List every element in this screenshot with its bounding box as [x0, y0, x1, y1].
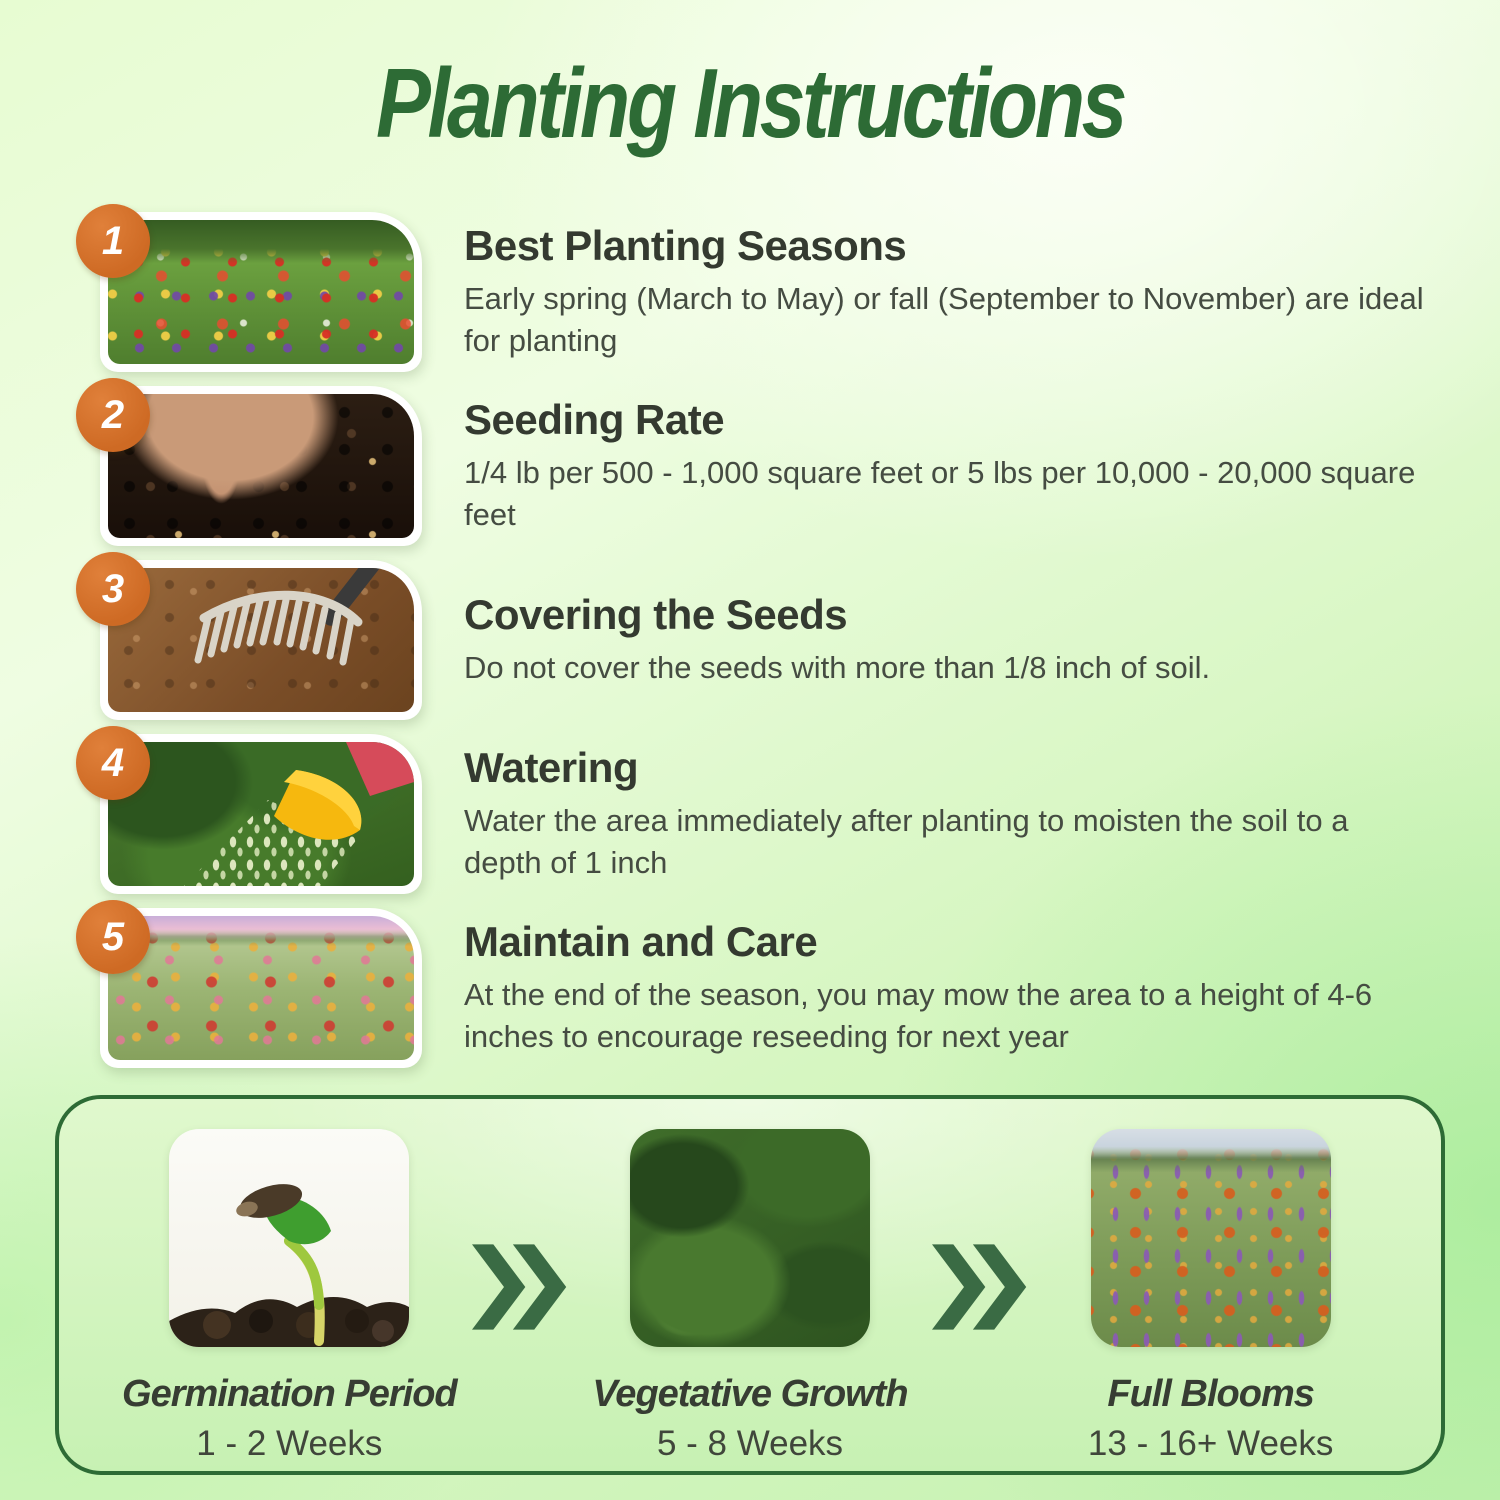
- step-photo-card: [100, 386, 422, 546]
- blooming-meadow-photo: [108, 916, 414, 1060]
- step-number-badge: 1: [76, 204, 150, 278]
- sprout-illustration: [169, 1129, 409, 1347]
- step-text-block: [464, 222, 1430, 362]
- double-chevron-icon: [472, 1243, 568, 1331]
- double-chevron-icon: [472, 1243, 568, 1331]
- step-text-block: [464, 396, 1430, 536]
- step-row-1: [100, 212, 1430, 372]
- step-heading: Best Planting Seasons: [464, 221, 907, 269]
- step-heading: Watering: [464, 743, 639, 791]
- step-row-5: [100, 908, 1430, 1068]
- step-text-block: [464, 918, 1430, 1058]
- steps-section: [100, 212, 1430, 1068]
- step-description: 1/4 lb per 500 - 1,000 square feet or 5 lbs per 10,000 - 20,000 square feet: [464, 454, 1416, 533]
- rake-in-soil-photo: [108, 568, 414, 712]
- step-photo-card: [100, 560, 422, 720]
- watering-can-photo: [108, 742, 414, 886]
- stage-vegetative: [568, 1129, 933, 1464]
- stage-germination: [107, 1129, 472, 1464]
- step-description: Do not cover the seeds with more than 1/8 inch of soil.: [464, 649, 1211, 685]
- step-row-3: [100, 560, 1430, 720]
- step-number-badge: 4: [76, 726, 150, 800]
- stage-duration: 1 - 2 Weeks: [196, 1424, 383, 1463]
- growth-timeline-panel: [55, 1095, 1445, 1475]
- green-foliage-photo: [630, 1129, 870, 1347]
- step-description: Water the area immediately after planting to moisten the soil to a depth of 1 inch: [464, 802, 1349, 881]
- step-number-badge: 5: [76, 900, 150, 974]
- step-heading: Seeding Rate: [464, 395, 725, 443]
- double-chevron-icon: [932, 1243, 1028, 1331]
- step-number-badge: 3: [76, 552, 150, 626]
- stage-duration: 13 - 16+ Weeks: [1087, 1424, 1334, 1463]
- step-row-4: [100, 734, 1430, 894]
- step-photo-card: [100, 212, 422, 372]
- wildflower-meadow-photo: [108, 220, 414, 364]
- step-text-block: [464, 591, 1430, 689]
- stage-label: Vegetative Growth: [592, 1373, 908, 1415]
- step-text-block: [464, 744, 1430, 884]
- stage-full-blooms: [1028, 1129, 1393, 1464]
- step-row-2: [100, 386, 1430, 546]
- stage-label: Germination Period: [122, 1373, 457, 1415]
- page-title: Planting Instructions: [375, 48, 1125, 158]
- step-description: Early spring (March to May) or fall (September to November) are ideal for planting: [464, 280, 1424, 359]
- watering-can-illustration: [108, 742, 414, 886]
- step-description: At the end of the season, you may mow the area to a height of 4-6 inches to encourage reseeding for next year: [464, 976, 1373, 1055]
- step-heading: Covering the Seeds: [464, 590, 848, 638]
- seed-sprout-photo: [169, 1129, 409, 1347]
- step-photo-card: [100, 734, 422, 894]
- double-chevron-icon: [932, 1243, 1028, 1331]
- rake-illustration: [108, 568, 414, 712]
- step-number-badge: 2: [76, 378, 150, 452]
- stage-duration: 5 - 8 Weeks: [656, 1424, 844, 1463]
- step-photo-card: [100, 908, 422, 1068]
- flower-field-photo: [1091, 1129, 1331, 1347]
- hand-sowing-seeds-photo: [108, 394, 414, 538]
- stage-label: Full Blooms: [1107, 1373, 1314, 1415]
- step-heading: Maintain and Care: [464, 917, 818, 965]
